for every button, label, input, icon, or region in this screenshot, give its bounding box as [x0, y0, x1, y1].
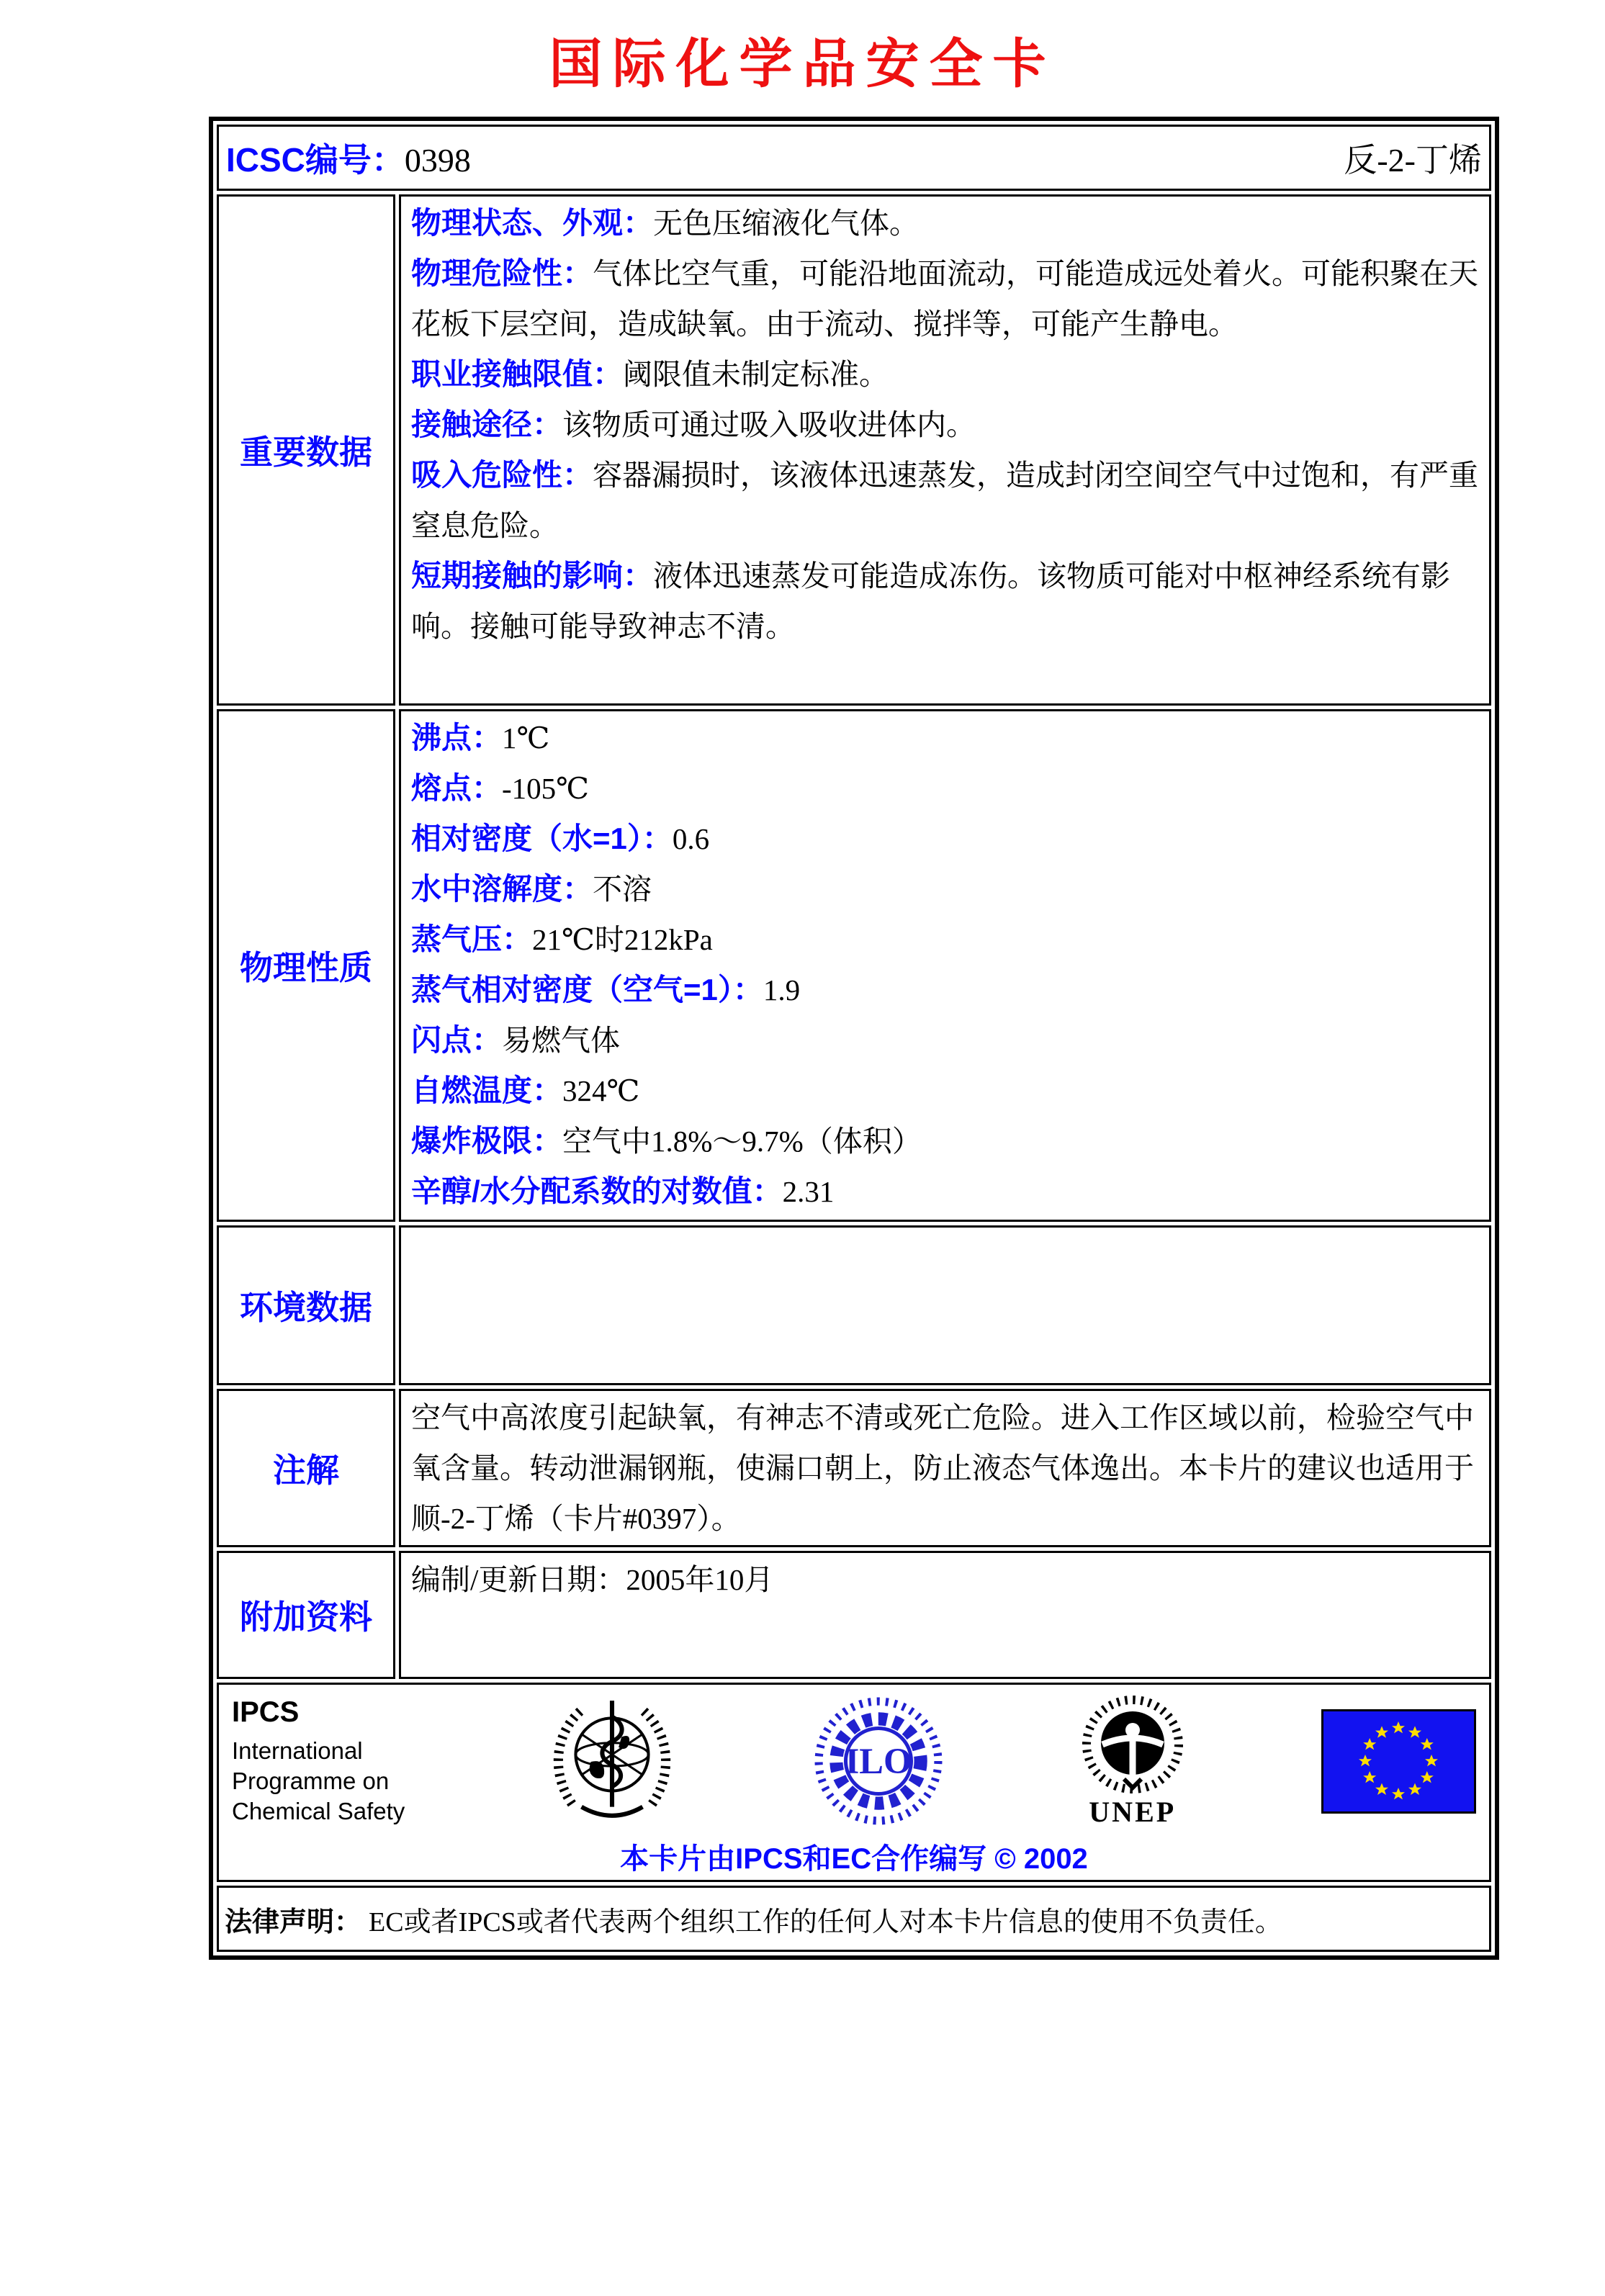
unep-logo-icon	[1075, 1694, 1190, 1799]
data-item	[411, 400, 1479, 450]
item-label: 职业接触限值：	[411, 357, 624, 391]
item-text: 阈限值未制定标准。	[623, 358, 889, 391]
card-header-cell	[217, 125, 1491, 191]
unep-logo-block	[1075, 1694, 1190, 1829]
section-body-additional-info	[399, 1551, 1491, 1679]
page-title: 国际化学品安全卡	[549, 34, 1056, 94]
item-label: 闪点：	[411, 1023, 503, 1057]
section-body-environmental-data	[399, 1225, 1491, 1385]
ipcs-line: International	[232, 1737, 363, 1764]
item-label: 蒸气压：	[411, 922, 533, 956]
item-label: 短期接触的影响：	[411, 559, 654, 593]
item-label: 物理状态、外观：	[411, 206, 654, 240]
section-body-notes	[399, 1389, 1491, 1547]
property-line	[411, 713, 1479, 763]
item-label: 熔点：	[411, 771, 503, 805]
icsc-number-label: ICSC编号：	[226, 141, 405, 179]
legal-label: 法律声明：	[225, 1906, 362, 1937]
section-label-important-data: 重要数据	[217, 194, 395, 706]
eu-flag-icon	[1321, 1709, 1476, 1814]
data-item	[411, 551, 1479, 652]
item-text: 324℃	[562, 1074, 640, 1107]
item-label: 水中溶解度：	[411, 872, 593, 906]
property-line	[411, 1015, 1479, 1066]
item-label: 蒸气相对密度（空气=1）：	[411, 973, 763, 1007]
item-text: 1.9	[763, 973, 801, 1007]
who-logo-icon	[543, 1692, 681, 1830]
unep-label: UNEP	[1089, 1795, 1177, 1828]
item-label: 物理危险性：	[411, 256, 593, 290]
section-label-physical-properties: 物理性质	[217, 709, 395, 1222]
ipcs-line: Chemical Safety	[232, 1797, 405, 1824]
data-item	[411, 248, 1479, 349]
item-text: 液体迅速蒸发可能造成冻伤。该物质可能对中枢神经系统有影响。接触可能导致神志不清。	[411, 559, 1451, 643]
ipcs-acronym: IPCS	[232, 1696, 300, 1728]
item-label: 爆炸极限：	[411, 1124, 563, 1158]
item-text: 2.31	[782, 1175, 835, 1208]
item-label: 吸入危险性：	[411, 458, 593, 492]
section-body-important-data	[399, 194, 1491, 706]
item-text: 空气中1.8%～9.7%（体积）	[562, 1125, 922, 1158]
property-line	[411, 814, 1479, 864]
item-label: 沸点：	[411, 721, 503, 755]
item-label: 接触途径：	[411, 408, 563, 441]
section-label-additional-info: 附加资料	[217, 1551, 395, 1679]
property-line	[411, 763, 1479, 814]
svg-text:ILO: ILO	[845, 1741, 912, 1782]
item-text: 1℃	[502, 721, 550, 755]
legal-text: EC或者IPCS或者代表两个组织工作的任何人对本卡片信息的使用不负责任。	[369, 1906, 1282, 1937]
logos-cell	[217, 1683, 1491, 1882]
ipcs-line: Programme on	[232, 1767, 390, 1794]
ipcs-text-block	[232, 1696, 412, 1827]
icsc-number-value: 0398	[404, 142, 471, 179]
ilo-logo-icon	[813, 1696, 944, 1827]
additional-info-text: 编制/更新日期：2005年10月	[411, 1563, 774, 1596]
property-line	[411, 1116, 1479, 1166]
item-text: 气体比空气重，可能沿地面流动，可能造成远处着火。可能积聚在天花板下层空间，造成缺氧。由于流动、搅拌等，可能产生静电。	[411, 257, 1479, 341]
footer-caption-text: 本卡片由IPCS和EC合作编写	[620, 1843, 987, 1875]
section-label-environmental-data: 环境数据	[217, 1225, 395, 1385]
item-text: 该物质可通过吸入吸收进体内。	[562, 408, 976, 441]
footer-caption	[232, 1836, 1476, 1877]
icsc-number-group	[226, 134, 471, 181]
item-text: 不溶	[593, 873, 652, 906]
property-line	[411, 864, 1479, 914]
notes-text: 空气中高浓度引起缺氧，有神志不清或死亡危险。进入工作区域以前，检验空气中氧含量。转动泄漏钢瓶，使漏口朝上，防止液态气体逸出。本卡片的建议也适用于顺-2-丁烯（卡片#0397）。	[411, 1401, 1474, 1535]
item-label: 辛醇/水分配系数的对数值：	[411, 1174, 783, 1208]
legal-cell	[217, 1886, 1491, 1952]
data-item	[411, 198, 1479, 248]
property-line	[411, 965, 1479, 1015]
item-text: 无色压缩液化气体。	[653, 207, 920, 240]
item-label: 自燃温度：	[411, 1073, 563, 1107]
item-label: 相对密度（水=1）：	[411, 821, 673, 855]
item-text: 容器漏损时，该液体迅速蒸发，造成封闭空间空气中过饱和，有严重窒息危险。	[411, 459, 1479, 542]
item-text: 0.6	[672, 822, 710, 855]
footer-copyright: © 2002	[994, 1843, 1088, 1875]
data-item	[411, 450, 1479, 551]
icsc-card-table	[209, 117, 1499, 1960]
section-body-physical-properties	[399, 709, 1491, 1222]
item-text: -105℃	[502, 772, 590, 805]
property-line	[411, 1166, 1479, 1217]
section-label-notes: 注解	[217, 1389, 395, 1547]
item-text: 21℃时212kPa	[532, 923, 713, 956]
property-line	[411, 1066, 1479, 1116]
item-text: 易燃气体	[502, 1024, 621, 1057]
chemical-name: 反-2-丁烯	[1344, 142, 1482, 179]
property-line	[411, 914, 1479, 965]
data-item	[411, 349, 1479, 400]
